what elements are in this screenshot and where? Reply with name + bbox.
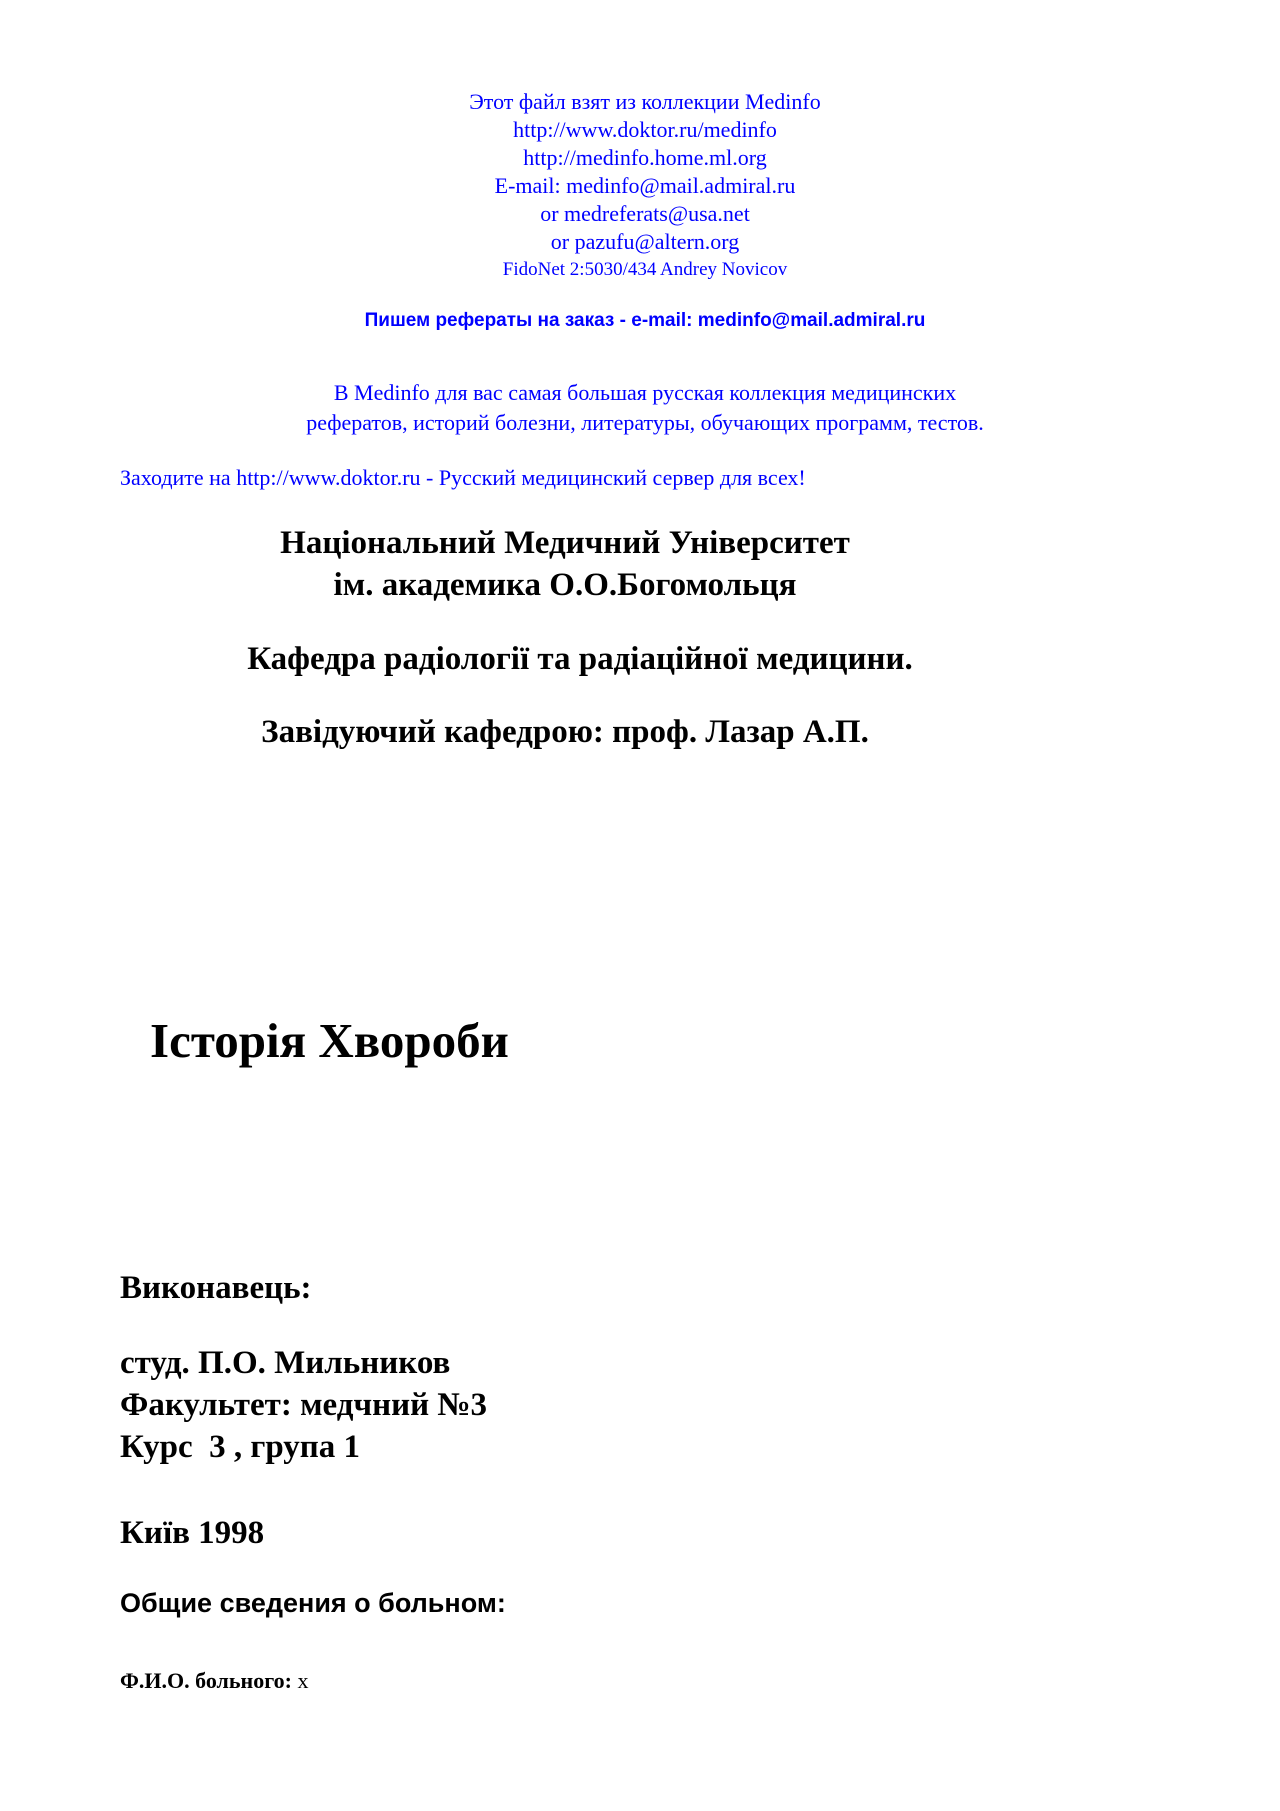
university-line-2: ім. академика О.О.Богомольця <box>333 567 797 603</box>
course-group-line: Курс 3 , група 1 <box>120 1429 361 1465</box>
collection-line-1: В Medinfo для вас самая большая русская коллекция медицинских <box>333 380 957 405</box>
student-name: студ. П.О. Мильников <box>120 1345 451 1381</box>
visit-server-line: Заходите на http://www.doktor.ru - Русский медицинский сервер для всех! <box>120 465 806 490</box>
city-year: Київ 1998 <box>120 1515 265 1551</box>
patient-name-value: х <box>291 1668 309 1693</box>
head-of-department: Завідуючий кафедрою: проф. Лазар А.П. <box>261 714 869 750</box>
patient-name-line <box>120 1668 308 1694</box>
document-title: Історія Хвороби <box>150 1013 509 1068</box>
university-line-1: Національний Медичний Університет <box>280 525 850 561</box>
medinfo-fidonet: FidoNet 2:5030/434 Andrey Novicov <box>502 259 788 280</box>
patient-section-heading: Общие сведения о больном: <box>120 1588 506 1618</box>
medinfo-email[interactable]: E-mail: medinfo@mail.admiral.ru <box>494 173 796 198</box>
medinfo-line-source: Этот файл взят из коллекции Medinfo <box>469 89 821 114</box>
collection-description <box>0 378 1280 438</box>
order-essays-line: Пишем рефераты на заказ - e-mail: medinfo@mail.admiral.ru <box>364 310 926 331</box>
medinfo-email-alt2[interactable]: or pazufu@altern.org <box>550 229 740 254</box>
patient-name-label: Ф.И.О. больного: <box>120 1668 292 1693</box>
medinfo-link-home[interactable]: http://medinfo.home.ml.org <box>523 145 767 170</box>
medinfo-link-doktor[interactable]: http://www.doktor.ru/medinfo <box>513 117 777 142</box>
performer-details <box>120 1342 487 1468</box>
department-name: Кафедра радіології та радіаційної медицини. <box>247 641 913 677</box>
faculty-line: Факультет: медчний №3 <box>120 1387 488 1423</box>
medinfo-email-alt1[interactable]: or medreferats@usa.net <box>540 201 750 226</box>
university-name <box>0 522 1130 606</box>
performer-label: Виконавець: <box>120 1270 312 1306</box>
medinfo-header <box>0 88 1280 284</box>
collection-line-2: рефератов, историй болезни, литературы, обучающих программ, тестов. <box>306 410 984 435</box>
